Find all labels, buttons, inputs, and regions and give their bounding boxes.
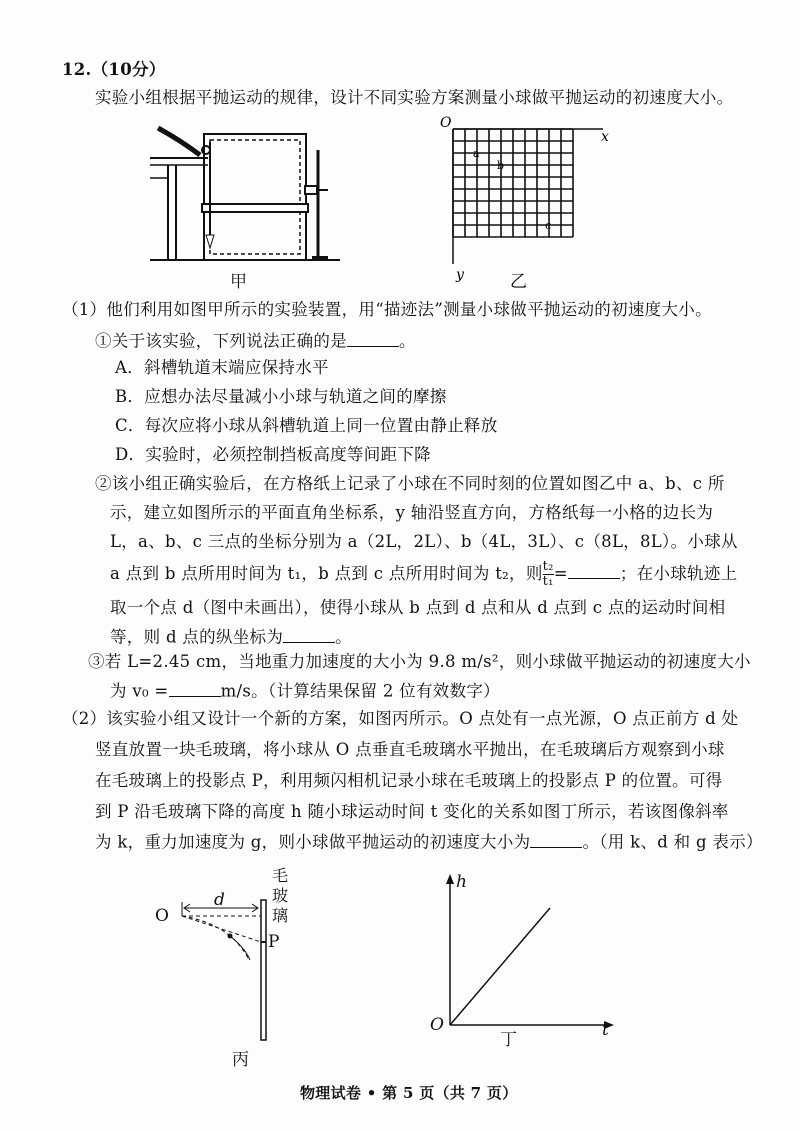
label-d: d (214, 890, 225, 910)
y-label: y (456, 267, 464, 283)
option-c: C．每次应将小球从斜槽轨道上同一位置由静止释放 (115, 416, 498, 435)
ratio-fraction (543, 560, 554, 589)
q2-l4-text: a 点到 b 点所用时间为 t₁，b 点到 c 点所用时间为 t₂，则 (110, 564, 543, 583)
part1-q1 (95, 329, 416, 352)
q2-line4 (110, 560, 737, 589)
glass-char: 璃 (272, 906, 289, 925)
figure-jia-apparatus (150, 110, 350, 270)
frac-num: t₂ (542, 559, 554, 574)
answer-blank-v0[interactable] (169, 679, 221, 697)
q2-line6 (110, 625, 352, 648)
part2-line3: 在毛玻璃上的投影点 P，利用频闪相机记录小球在毛玻璃上的投影点 P 的位置。可得 (95, 771, 723, 790)
x-label: x (601, 129, 609, 145)
p2-l5-text: 为 k，重力加速度为 g，则小球做平抛运动的初速度大小为 (95, 832, 531, 852)
q2-l6-end: 。 (335, 627, 352, 647)
origin-label: O (440, 115, 452, 131)
option-b: B．应想办法尽量减小小球与轨道之间的摩擦 (115, 387, 447, 406)
point-c: c (545, 219, 552, 232)
part2-line2: 竖直放置一块毛玻璃，将小球从 O 点垂直毛玻璃水平抛出，在毛玻璃后方观察到小球 (95, 740, 725, 759)
label-p: P (268, 932, 280, 952)
answer-blank-d[interactable] (283, 625, 335, 643)
equals: = (553, 564, 568, 583)
score: （10分） (91, 60, 166, 79)
p2-l5-end: 。（用 k、d 和 g 表示） (582, 832, 763, 852)
figure-yi-grid (440, 112, 620, 283)
q1-text: ①关于该实验，下列说法正确的是 (95, 331, 347, 351)
caption-bing: 丙 (232, 1050, 249, 1070)
h-t-line (450, 908, 550, 1025)
part2-line1: （2）该实验小组又设计一个新的方案，如图丙所示。O 点处有一点光源，O 点正前方 d 处 (62, 709, 739, 728)
part2-line4: 到 P 沿毛玻璃下降的高度 h 随小球运动时间 t 变化的关系如图丁所示，若该图像斜率 (95, 802, 729, 821)
option-d: D．实验时，必须控制挡板高度等间距下降 (115, 445, 431, 464)
caption-ding: 丁 (500, 1030, 517, 1050)
point-b: b (497, 159, 505, 172)
q2-l4-end: ；在小球轨迹上 (619, 564, 738, 583)
q3-l2-text: 为 v₀ = (110, 681, 169, 701)
label-o-bing: O (155, 906, 169, 926)
question-intro: 实验小组根据平抛运动的规律，设计不同实验方案测量小球做平抛运动的初速度大小。 (95, 88, 734, 107)
answer-blank-ratio[interactable] (568, 562, 620, 580)
glass-char: 毛 (272, 866, 289, 885)
point-a: a (473, 147, 480, 160)
option-a: A．斜槽轨道末端应保持水平 (115, 358, 329, 377)
page-footer: 物理试卷 • 第 5 页（共 7 页） (300, 1084, 518, 1102)
q2-l6-text: 等，则 d 点的纵坐标为 (110, 627, 284, 647)
question-number (62, 60, 166, 80)
q2-line2: 示，建立如图所示的平面直角坐标系，y 轴沿竖直方向，方格纸每一小格的边长为 (110, 503, 714, 522)
figure-ding-graph (440, 870, 620, 1035)
origin-ding: O (430, 1015, 444, 1035)
q2-line1: ②该小组正确实验后，在方格纸上记录了小球在不同时刻的位置如图乙中 a、b、c 所 (95, 474, 725, 493)
glass-char: 玻 (272, 886, 289, 905)
q3-line1: ③若 L=2.45 cm，当地重力加速度的大小为 9.8 m/s²，则小球做平抛运动的初速度大小 (88, 652, 751, 671)
q2-line5: 取一个点 d（图中未画出），使得小球从 b 点到 d 点和从 d 点到 c 点的运动时间相 (110, 598, 726, 617)
part1-heading: （1）他们利用如图甲所示的实验装置，用“描迹法”测量小球做平抛运动的初速度大小。 (62, 300, 712, 319)
h-axis-label: h (456, 872, 467, 892)
q3-l2-end: m/s。（计算结果保留 2 位有效数字） (220, 681, 500, 701)
q1-end: 。 (399, 331, 416, 351)
caption-jia: 甲 (230, 272, 247, 292)
answer-blank-q1[interactable] (347, 329, 399, 347)
frac-den: t₁ (542, 574, 554, 589)
label-glass (272, 866, 288, 926)
q3-line2 (110, 679, 500, 702)
q2-line3: L，a、b、c 三点的坐标分别为 a（2L，2L）、b（4L，3L）、c（8L，8L）。小球从 (110, 532, 738, 551)
caption-yi: 乙 (510, 272, 527, 292)
part2-line5 (95, 830, 763, 853)
t-axis-label: t (602, 1020, 609, 1040)
answer-blank-v0-expr[interactable] (530, 830, 582, 848)
number: 12. (62, 60, 92, 79)
